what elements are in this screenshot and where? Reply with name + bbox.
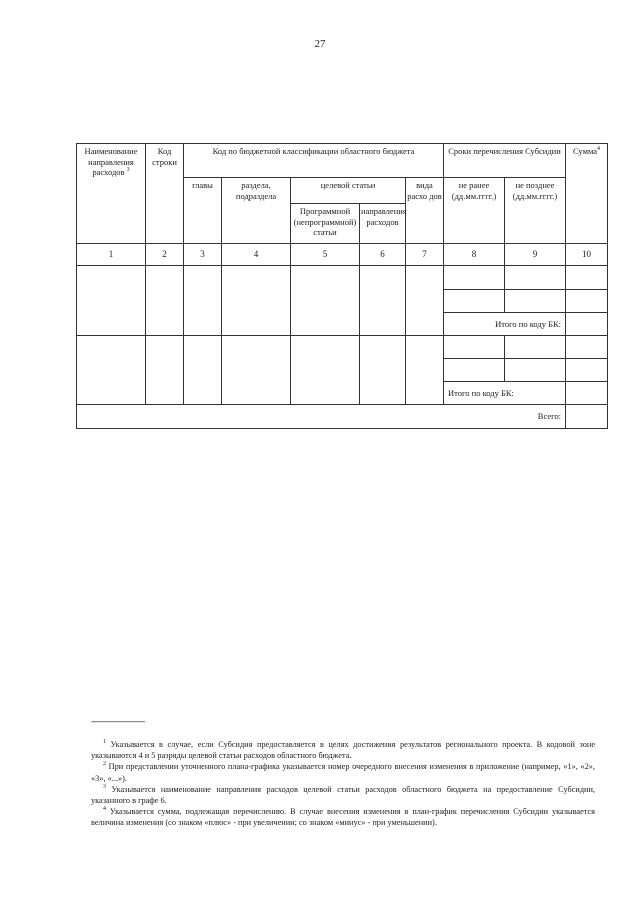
header-name: Наименование направления расходов xyxy=(84,146,138,178)
header-sum-footnote: 4 xyxy=(597,146,601,153)
col-num-5: 5 xyxy=(291,244,360,266)
col-num-3: 3 xyxy=(184,244,222,266)
header-kbk: Код по бюджетной классификации областного бюджета xyxy=(184,144,444,178)
grand-total-label: Всего: xyxy=(77,405,566,429)
header-not-later: не позднее (дд.мм.гггг.) xyxy=(505,178,566,244)
header-direction: направления расходов xyxy=(360,204,406,244)
header-target: целевой статьи xyxy=(291,178,406,204)
col-num-10: 10 xyxy=(566,244,608,266)
footnote: $^1$ Указывается в случае, если Субсидия предоставляется в целях достижения результатов регионального проекта. В кодовой зоне указываются 4 и 5 разряды целевой статьи расходов областного бюджета. xyxy=(91,739,596,761)
header-exp-type: вида расхо дов xyxy=(406,178,444,244)
footnote: $^2$ При представлении уточненного плана-графика указывается номер очередного внесения изменения в приложение (например, «1», «2», «3», «...»). xyxy=(91,761,595,783)
header-program: Программной (непрограммной) статьи xyxy=(291,204,360,244)
col-num-7: 7 xyxy=(406,244,444,266)
grand-total-value xyxy=(566,405,608,429)
col-num-4: 4 xyxy=(222,244,291,266)
subsidy-schedule-table xyxy=(76,143,608,429)
table-row xyxy=(77,336,608,359)
col-num-1: 1 xyxy=(77,244,146,266)
header-chapter: главы xyxy=(184,178,222,244)
subtotal-label: Итого по коду БК: xyxy=(444,313,566,336)
col-num-6: 6 xyxy=(360,244,406,266)
subtotal-label: Итого по коду БК: xyxy=(444,382,566,405)
grand-total-row xyxy=(77,405,608,429)
subtotal-value xyxy=(566,313,608,336)
header-terms: Сроки перечисления Субсидии xyxy=(444,144,566,178)
footnote-separator: -------------------------------- xyxy=(91,717,145,726)
footnote: $^3$ Указывается наименование направления расходов целевой статьи расходов областного бюджета на предоставление Субсидии, указанного в графе 6. xyxy=(91,783,596,805)
table-row xyxy=(77,266,608,290)
header-sum: Сумма xyxy=(572,146,598,156)
column-numbers-row xyxy=(77,244,608,266)
col-num-2: 2 xyxy=(146,244,184,266)
header-not-before: не ранее (дд.мм.гггг.) xyxy=(444,178,505,244)
subtotal-value xyxy=(566,382,608,405)
footnote: $^4$ Указывается сумма, подлежащая перечислению. В случае внесения изменения в план-график перечисления Субсидии указывается величина изменения (со знаком «плюс» - при увеличении; со знаком «минус» - при уменьшении). xyxy=(91,806,595,828)
header-sum-cell xyxy=(566,144,608,244)
header-name-cell xyxy=(77,144,146,244)
header-section: раздела, подраздела xyxy=(222,178,291,244)
header-name-footnote: 3 xyxy=(126,167,130,174)
footnotes xyxy=(91,739,595,829)
page-number: 27 xyxy=(314,38,326,50)
col-num-9: 9 xyxy=(505,244,566,266)
col-num-8: 8 xyxy=(444,244,505,266)
header-code: Код строки xyxy=(146,144,184,244)
